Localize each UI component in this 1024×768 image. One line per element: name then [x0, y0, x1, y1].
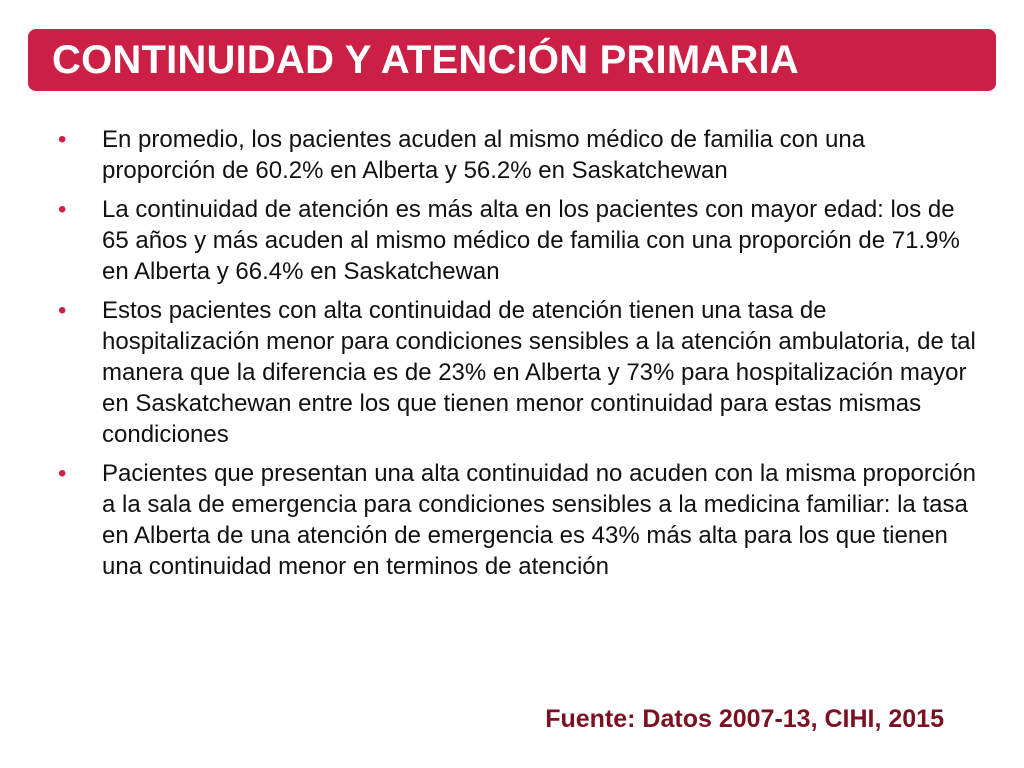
bullet-item	[56, 194, 976, 287]
slide-title: CONTINUIDAD Y ATENCIÓN PRIMARIA	[52, 37, 799, 82]
bullet-icon: •	[58, 460, 67, 487]
bullet-text: En promedio, los pacientes acuden al mismo médico de familia con una proporción de 60.2% en Alberta y 56.2% en Saskatchewan	[102, 126, 866, 184]
bullet-text: La continuidad de atención es más alta en los pacientes con mayor edad: los de 65 años y más acuden al mismo médico de familia con una proporción de 71.9% en Alberta y 66.4% en Saskatchewan	[102, 196, 960, 285]
bullet-text: Pacientes que presentan una alta continuidad no acuden con la misma proporción a la sala de emergencia para condiciones sensibles a la medicina familiar: la tasa en Alberta de una atención de emergencia es 43% más alta para los que tienen una continuidad menor en terminos de atención	[102, 460, 976, 580]
bullet-text: Estos pacientes con alta continuidad de atención tienen una tasa de hospitalización menor para condiciones sensibles a la atención ambulatoria, de tal manera que la diferencia es de 23% en Alberta y 73% para hospitalización mayor en Saskatchewan entre los que tienen menor continuidad para estas mismas condiciones	[102, 297, 976, 448]
bullet-icon: •	[58, 297, 67, 324]
title-bar	[28, 29, 996, 91]
bullet-list	[56, 124, 976, 590]
bullet-icon: •	[58, 196, 67, 223]
bullet-item	[56, 458, 976, 582]
bullet-icon: •	[58, 126, 67, 153]
bullet-item	[56, 124, 976, 186]
source-citation: Fuente: Datos 2007-13, CIHI, 2015	[545, 705, 944, 733]
bullet-item	[56, 295, 976, 450]
